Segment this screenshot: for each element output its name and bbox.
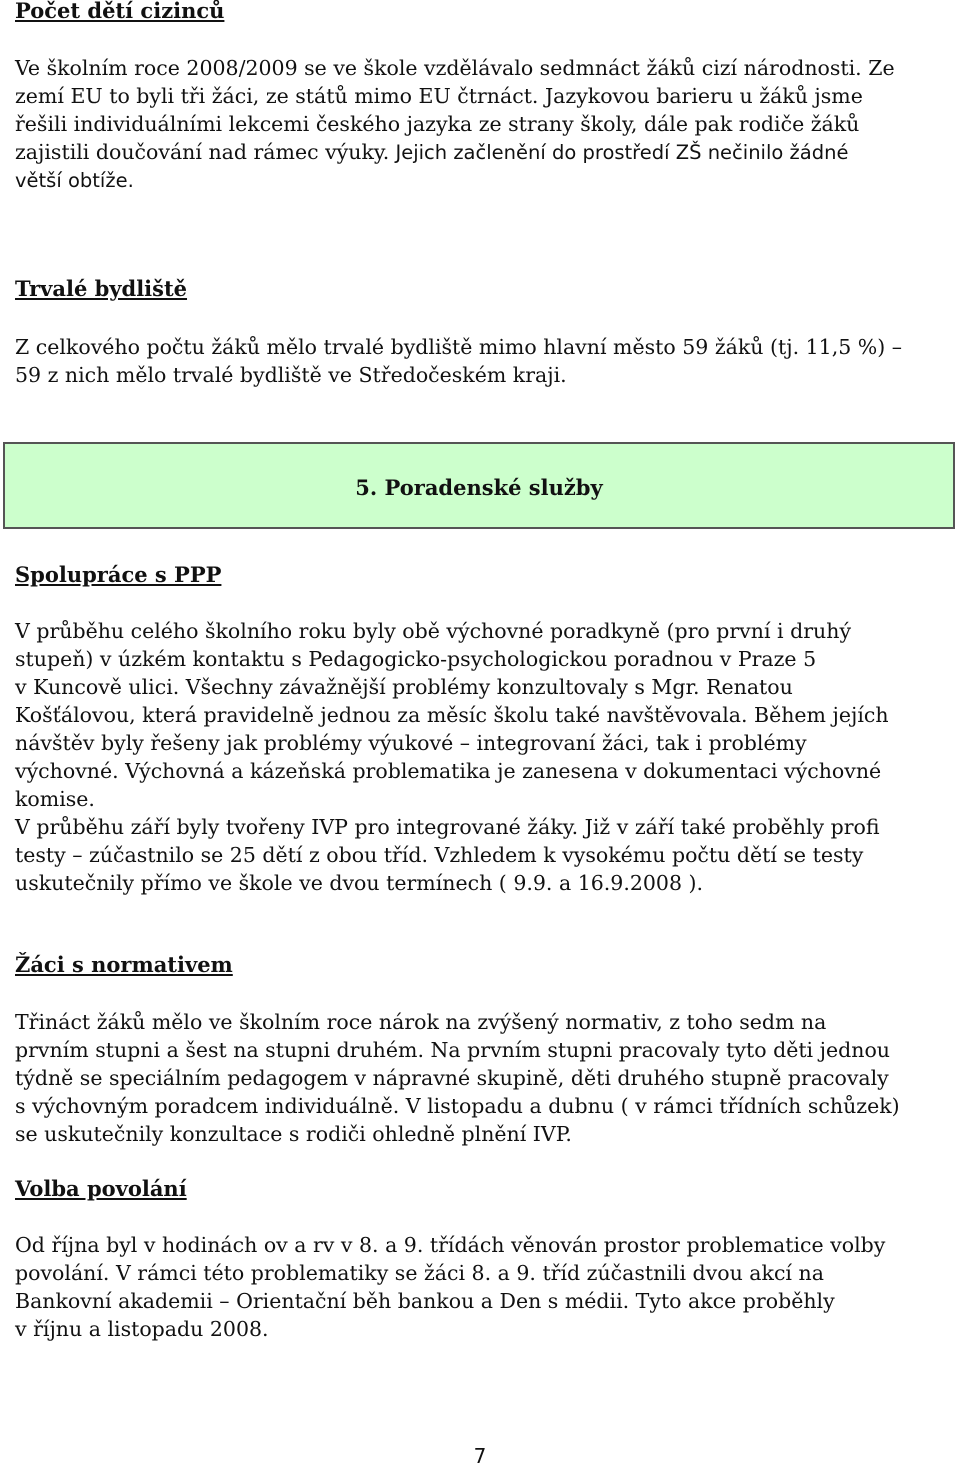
text-line: v Kuncově ulici. Všechny závažnější problémy konzultovaly s Mgr. Renatou — [15, 675, 793, 699]
text-line: V průběhu celého školního roku byly obě výchovné poradkyně (pro první i druhý — [15, 619, 852, 643]
text-line: Jejich začlenění do prostředí ZŠ nečinilo žádné — [389, 141, 849, 164]
text-line: prvním stupni a šest na stupni druhém. Na prvním stupni pracovaly tyto děti jednou — [15, 1038, 890, 1062]
text-line: V průběhu září byly tvořeny IVP pro integrované žáky. Již v září také proběhly profi — [15, 815, 880, 839]
paragraph-career-choice — [15, 1231, 950, 1343]
text-line: zajistili doučování nad rámec výuky. — [15, 140, 390, 164]
text-line: týdně se speciálním pedagogem v nápravné skupině, děti druhého stupně pracovaly — [15, 1066, 889, 1090]
text-line: s výchovným poradcem individuálně. V listopadu a dubnu ( v rámci třídních schůzek) — [15, 1094, 900, 1118]
paragraph-normative-pupils — [15, 1008, 950, 1148]
text-line: testy – zúčastnilo se 25 dětí z obou tříd. Vzhledem k vysokému počtu dětí se testy — [15, 843, 864, 867]
text-line: povolání. V rámci této problematiky se žáci 8. a 9. tříd zúčastnili dvou akcí na — [15, 1261, 824, 1285]
text-line: větší obtíže. — [15, 169, 134, 192]
text-line: Košťálovou, která pravidelně jednou za měsíc školu také navštěvovala. Během jejích — [15, 703, 889, 727]
text-line: Od října byl v hodinách ov a rv v 8. a 9. třídách věnován prostor problematice volby — [15, 1233, 886, 1257]
text-line: návštěv byly řešeny jak problémy výukové – integrovaní žáci, tak i problémy — [15, 731, 807, 755]
text-line: výchovné. Výchovná a kázeňská problematika je zanesena v dokumentaci výchovné — [15, 759, 882, 783]
text-line: zemí EU to byli tři žáci, ze států mimo EU čtrnáct. Jazykovou barieru u žáků jsme — [15, 84, 863, 108]
text-line: Třináct žáků mělo ve školním roce nárok na zvýšený normativ, z toho sedm na — [15, 1010, 827, 1034]
heading-ppp-cooperation: Spolupráce s PPP — [15, 562, 222, 587]
text-line: komise. — [15, 787, 95, 811]
text-line: řešili individuálními lekcemi českého jazyka ze strany školy, dále pak rodiče žáků — [15, 112, 860, 136]
text-line: v říjnu a listopadu 2008. — [15, 1317, 269, 1341]
text-line: Ve školním roce 2008/2009 se ve škole vzdělávalo sedmnáct žáků cizí národnosti. Ze — [15, 56, 895, 80]
paragraph-permanent-residence — [15, 333, 950, 389]
text-line: uskutečnily přímo ve škole ve dvou termínech ( 9.9. a 16.9.2008 ). — [15, 871, 704, 895]
heading-career-choice: Volba povolání — [15, 1176, 187, 1201]
text-line: Bankovní akademii – Orientační běh bankou a Den s médii. Tyto akce proběhly — [15, 1289, 835, 1313]
banner-title: 5. Poradenské služby — [355, 475, 603, 500]
text-line: stupeň) v úzkém kontaktu s Pedagogicko-psychologickou poradnou v Praze 5 — [15, 647, 817, 671]
heading-normative-pupils: Žáci s normativem — [15, 952, 233, 977]
heading-permanent-residence: Trvalé bydliště — [15, 276, 188, 301]
text-line-mixed — [15, 138, 950, 167]
section-banner — [3, 442, 955, 529]
text-line: Z celkového počtu žáků mělo trvalé bydliště mimo hlavní město 59 žáků (tj. 11,5 %) – — [15, 335, 903, 359]
paragraph-children-foreigners — [15, 54, 950, 195]
text-line: se uskutečnily konzultace s rodiči ohledně plnění IVP. — [15, 1122, 572, 1146]
page-number: 7 — [473, 1444, 487, 1468]
heading-children-foreigners: Počet dětí cizinců — [15, 0, 225, 23]
paragraph-ppp-cooperation — [15, 617, 950, 897]
text-line: 59 z nich mělo trvalé bydliště ve Středočeském kraji. — [15, 363, 567, 387]
